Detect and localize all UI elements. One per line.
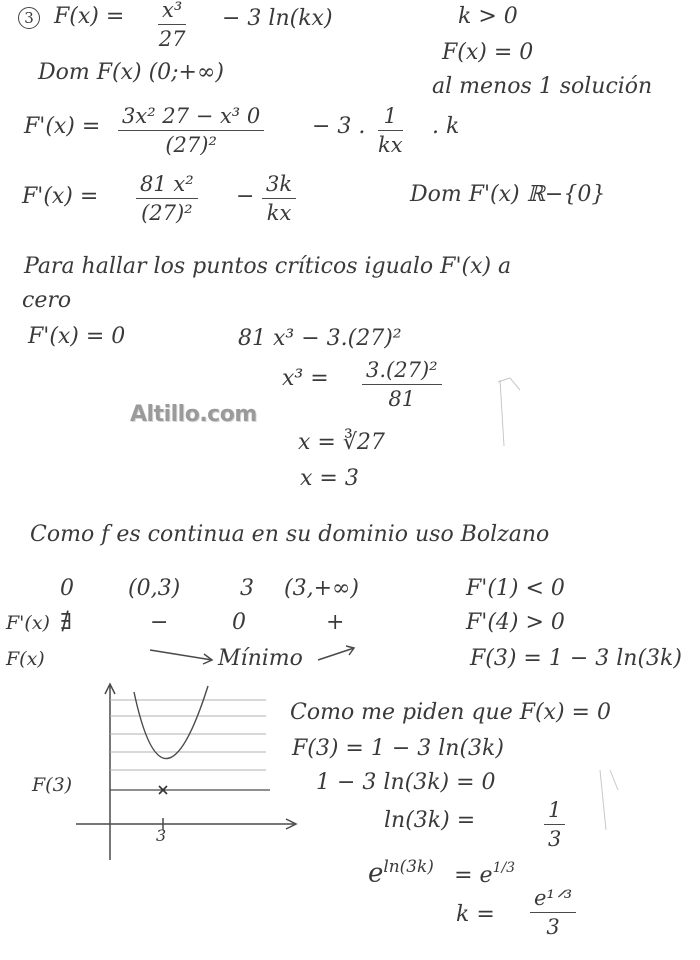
table-header-3: (3,+∞)	[284, 576, 359, 601]
table-row2-label: F(x)	[6, 648, 45, 670]
derivative2-minus: −	[236, 184, 255, 209]
graph-axes	[76, 684, 296, 860]
derivative1-inner-den: kx	[378, 133, 403, 157]
final-line4-lhs: ln(3k) =	[384, 808, 476, 833]
al-menos-text: al menos 1 solución	[432, 74, 653, 99]
final-line5-base: e	[368, 858, 384, 889]
final-line5-rhs: = e	[454, 862, 493, 888]
final-line4-den: 3	[548, 827, 562, 851]
derivative1-den: (27)²	[165, 133, 217, 157]
final-line5-exp: ln(3k)	[383, 856, 434, 876]
table-header-0: 0	[60, 576, 74, 601]
derivative1-num: 3x² 27 − x³ 0	[118, 106, 264, 131]
derivative2-lhs: F'(x) =	[22, 184, 99, 209]
derivative1-inner-num: 1	[378, 106, 403, 131]
function-def-den: 27	[158, 27, 186, 51]
check-1: F'(1) < 0	[466, 576, 565, 601]
final-line6-lhs: k =	[456, 902, 495, 927]
increase-arrow	[318, 646, 354, 660]
final-line6-den: 3	[546, 915, 560, 939]
critical-text-line1: Para hallar los puntos críticos igualo F'(x) a	[24, 254, 512, 279]
table-row1-cell-1: −	[150, 610, 169, 635]
fx-equals-zero: F(x) = 0	[442, 40, 534, 65]
critical-text-line2: cero	[22, 288, 72, 313]
pencil-scratches	[498, 378, 618, 830]
graph-parabola	[134, 686, 208, 759]
derivative1-rest: − 3 .	[312, 114, 366, 139]
derivative2-num2: 3k	[262, 174, 296, 199]
function-def-prefix: F(x) =	[54, 4, 125, 29]
critical-step1: 81 x³ − 3.(27)²	[238, 326, 402, 351]
final-line6-fraction	[530, 888, 576, 938]
critical-step2-num: 3.(27)²	[362, 360, 442, 385]
derivative2-den1: (27)²	[141, 201, 193, 225]
domain-f: Dom F(x) (0;+∞)	[38, 60, 224, 85]
final-line4-num: 1	[544, 800, 565, 825]
function-def-num: x³	[158, 0, 186, 25]
graph-gridlines	[110, 700, 266, 770]
final-line5-rhs-exp: 1/3	[492, 860, 516, 876]
condition-k: k > 0	[458, 4, 518, 29]
critical-eq: F'(x) = 0	[28, 324, 126, 349]
table-row1-cell-3: +	[326, 610, 345, 635]
final-line5	[368, 858, 515, 887]
problem-number: 3	[18, 7, 40, 29]
final-line3: 1 − 3 ln(3k) = 0	[316, 770, 496, 795]
critical-step2-lhs: x³ =	[282, 366, 329, 391]
bolzano-text: Como f es continua en su dominio uso Bolzano	[30, 522, 550, 547]
table-row1-cell-2: 0	[232, 610, 246, 635]
decrease-arrow	[150, 650, 212, 664]
table-header-1: (0,3)	[128, 576, 181, 601]
derivative1-k: . k	[432, 114, 460, 139]
critical-step2-den: 81	[388, 387, 416, 411]
watermark-logo: Altillo.com	[130, 402, 257, 427]
derivative2-den2: kx	[266, 201, 292, 225]
derivative2-domain: Dom F'(x) ℝ−{0}	[410, 182, 606, 207]
table-row1-label: F'(x)	[6, 612, 50, 634]
final-line4-fraction	[544, 800, 565, 850]
table-row2-min: Mínimo	[218, 646, 303, 671]
table-header-2: 3	[240, 576, 254, 601]
check-2: F'(4) > 0	[466, 610, 565, 635]
graph-y-label: F(3)	[32, 774, 73, 796]
final-line2: F(3) = 1 − 3 ln(3k)	[292, 736, 504, 761]
derivative1-lhs: F'(x) =	[24, 114, 101, 139]
derivative2-num1: 81 x²	[136, 174, 198, 199]
critical-step3: x = ∛27	[298, 430, 385, 455]
graph-x-tick-label: 3	[156, 826, 167, 845]
function-def-rest: − 3 ln(kx)	[222, 6, 333, 31]
final-line6-num: e¹ᐟ³	[530, 888, 576, 913]
critical-step4: x = 3	[300, 466, 359, 491]
final-line1: Como me piden que F(x) = 0	[290, 700, 611, 725]
table-row1-cell-0: ∄	[60, 610, 72, 635]
check-3: F(3) = 1 − 3 ln(3k)	[470, 646, 682, 671]
